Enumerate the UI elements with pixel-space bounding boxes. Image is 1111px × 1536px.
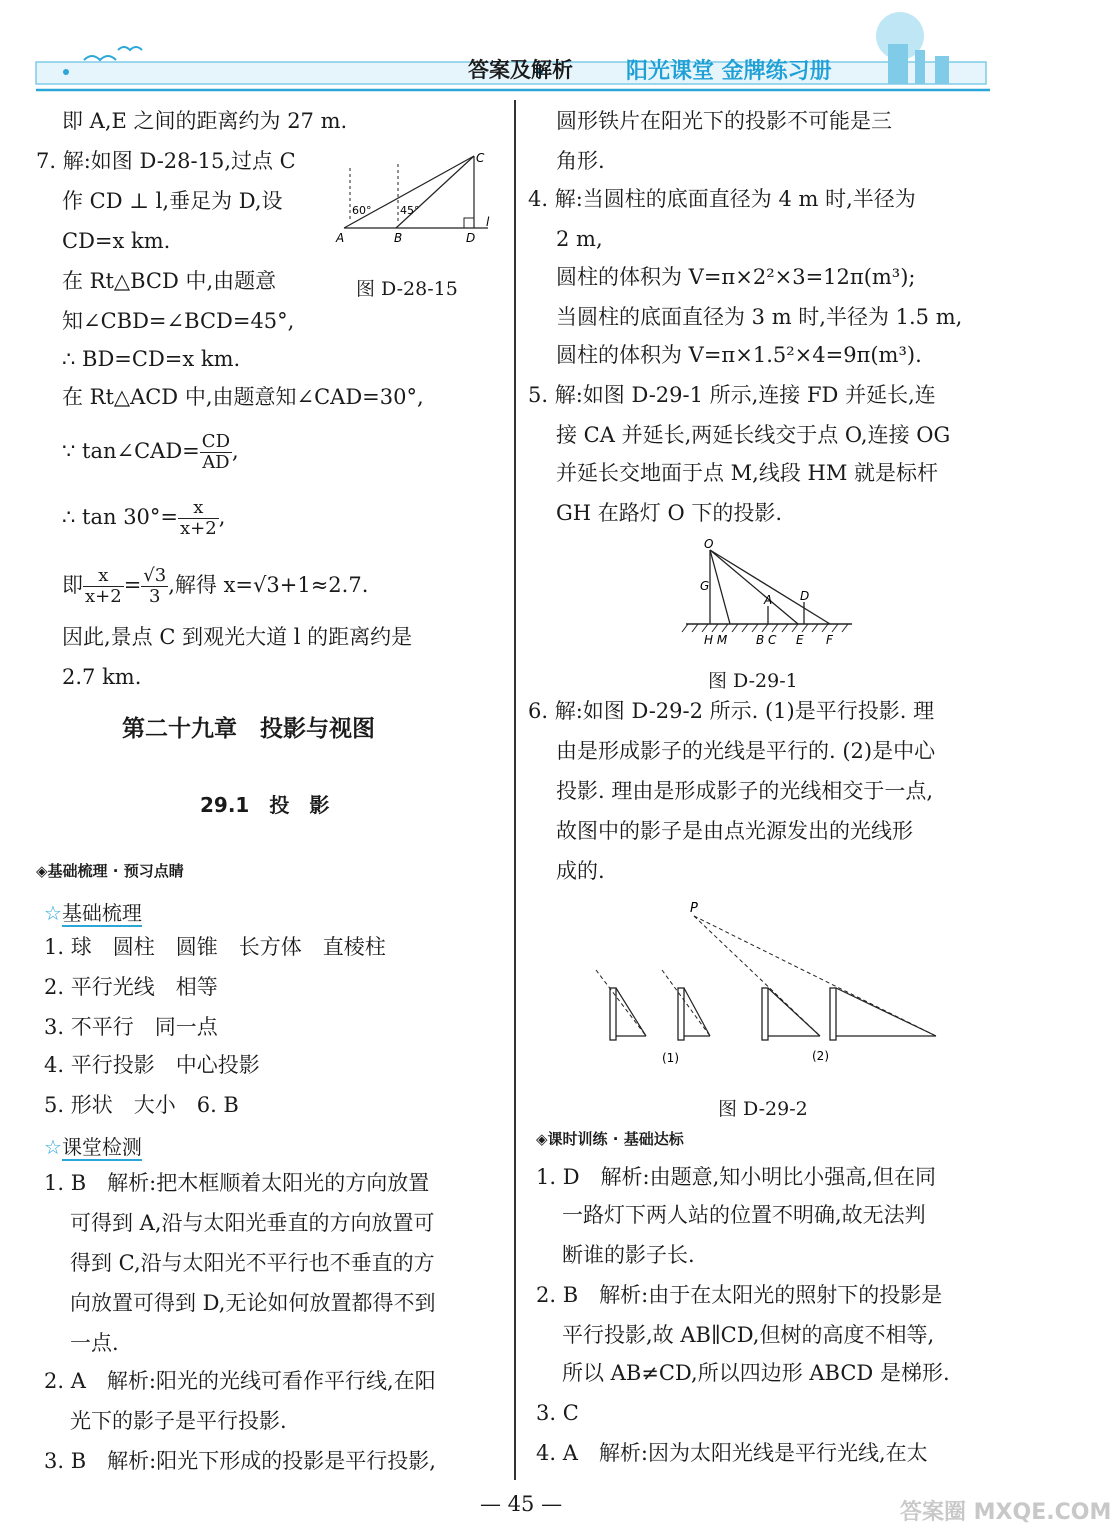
eq-prefix: ∵ tan∠CAD=: [62, 439, 200, 463]
q7-line: 作 CD ⊥ l,垂足为 D,设: [62, 189, 283, 213]
fraction: [200, 432, 232, 473]
page-number: — 45 —: [480, 1492, 563, 1516]
answer-line: 5. 形状 大小 6. B: [44, 1093, 239, 1117]
svg-text:l: l: [486, 215, 490, 229]
q7-line: CD=x km.: [62, 229, 171, 253]
eq-equals: =: [123, 573, 142, 597]
answer-line: 并延长交地面于点 M,线段 HM 就是标杆: [556, 461, 939, 485]
numerator: x: [178, 498, 219, 519]
diamond-icon: ◈: [36, 862, 48, 880]
svg-text:E: E: [796, 633, 804, 647]
subheading-label: 基础梳理: [61, 901, 142, 925]
figure-d-29-2: [586, 896, 946, 1076]
denominator: AD: [202, 452, 230, 473]
q7-line: 在 Rt△ACD 中,由题意知∠CAD=30°,: [62, 385, 424, 409]
answer-line: 当圆柱的底面直径为 3 m 时,半径为 1.5 m,: [556, 305, 963, 329]
answer-line: 1. B 解析:把木框顺着太阳光的方向放置: [44, 1171, 430, 1195]
eq-suffix: ,解得 x=√3+1≈2.7.: [168, 573, 369, 597]
figure-caption: 图 D-29-1: [708, 670, 798, 692]
subheading: [44, 1132, 142, 1162]
svg-text:F: F: [826, 633, 833, 647]
header-left-title: 答案及解析: [468, 58, 573, 82]
bird-icon: [84, 56, 116, 60]
fraction: [83, 566, 124, 607]
watermark: 答案圈 MXQE.COM: [900, 1500, 1111, 1525]
fraction: [178, 498, 219, 539]
denominator: x+2: [180, 518, 217, 539]
q7-line: 2.7 km.: [62, 665, 142, 689]
q7-equation-2: ∴ tan 30°= $\frac{x}{x+2}$ ,: [62, 497, 226, 539]
answer-line: 一路灯下两人站的位置不明确,故无法判: [562, 1203, 926, 1227]
q7-line: 在 Rt△BCD 中,由题意: [62, 269, 277, 293]
answer-line: 向放置可得到 D,无论如何放置都得不到: [70, 1291, 436, 1315]
answer-line: 4. 解:当圆柱的底面直径为 4 m 时,半径为: [528, 187, 916, 211]
svg-text:A: A: [764, 593, 773, 607]
svg-text:60°: 60°: [352, 204, 372, 217]
answer-line: 平行投影,故 AB∥CD,但树的高度不相等,: [562, 1323, 935, 1347]
tag-label: 课时训练 · 基础达标: [547, 1130, 684, 1148]
answer-line: 4. A 解析:因为太阳光线是平行光线,在太: [536, 1441, 928, 1465]
answer-line: 2. A 解析:阳光的光线可看作平行线,在阳: [44, 1369, 436, 1393]
answer-line: 一点.: [70, 1331, 119, 1355]
svg-text:D: D: [800, 589, 810, 603]
tag-label: 基础梳理 · 预习点睛: [47, 862, 184, 880]
answer-line: GH 在路灯 O 下的投影.: [556, 501, 783, 525]
eq-prefix: 即: [62, 573, 83, 597]
q7-line: 因此,景点 C 到观光大道 l 的距离约是: [62, 625, 413, 649]
section-title: 29.1 投 影: [200, 793, 330, 817]
diamond-icon: ◈: [536, 1130, 548, 1148]
figure-d-29-1: [680, 537, 860, 650]
q7-line: ∴ BD=CD=x km.: [62, 347, 241, 371]
q7-line: 7. 解:如图 D-28-15,过点 C: [36, 149, 296, 173]
answer-line: 2 m,: [556, 227, 603, 251]
answer-line: 得到 C,沿与太阳光不平行也不垂直的方: [70, 1251, 435, 1275]
answer-line: 5. 解:如图 D-29-1 所示,连接 FD 并延长,连: [528, 383, 936, 407]
answer-line: 可得到 A,沿与太阳光垂直的方向放置可: [70, 1211, 435, 1235]
figure-caption: 图 D-29-2: [718, 1098, 808, 1120]
answer-line: 故图中的影子是由点光源发出的光线形: [556, 819, 913, 843]
subheading: [44, 898, 142, 928]
column-divider: [514, 100, 516, 1480]
answer-line: 圆柱的体积为 V=π×2²×3=12π(m³);: [556, 265, 916, 289]
svg-text:B: B: [394, 231, 403, 245]
answer-line: 圆柱的体积为 V=π×1.5²×4=9π(m³).: [556, 343, 922, 367]
answer-line: 接 CA 并延长,两延长线交于点 O,连接 OG: [556, 423, 951, 447]
answer-line: 2. 平行光线 相等: [44, 975, 218, 999]
answer-line: 6. 解:如图 D-29-2 所示. (1)是平行投影. 理: [528, 699, 935, 723]
svg-text:G: G: [700, 579, 710, 593]
q7-equation-1: ∵ tan∠CAD= $\frac{CD}{AD}$ ,: [62, 431, 239, 473]
numerator: √3: [143, 565, 167, 586]
page-header: [0, 0, 1076, 100]
q7-equation-3: [62, 566, 368, 607]
chapter-title: 第二十九章 投影与视图: [122, 716, 375, 742]
denominator: 3: [149, 586, 161, 607]
header-decoration: [0, 0, 1076, 100]
answer-line: 3. B 解析:阳光下形成的投影是平行投影,: [44, 1449, 436, 1473]
section-tag: [36, 856, 184, 886]
svg-text:C: C: [476, 151, 485, 165]
denominator: x+2: [85, 586, 122, 607]
figure-caption: 图 D-28-15: [356, 278, 458, 300]
header-brand: 阳光课堂 金牌练习册: [626, 59, 832, 84]
svg-text:D: D: [466, 231, 476, 245]
eq-prefix: ∴ tan 30°=: [62, 505, 179, 529]
star-icon: ☆: [44, 1135, 62, 1159]
answer-line: 1. 球 圆柱 圆锥 长方体 直棱柱: [44, 935, 386, 959]
answer-line: 所以 AB≠CD,所以四边形 ABCD 是梯形.: [562, 1361, 950, 1385]
section-tag: [536, 1124, 684, 1154]
answer-line: 1. D 解析:由题意,知小明比小强高,但在同: [536, 1165, 936, 1189]
answer-line: 2. B 解析:由于在太阳光的照射下的投影是: [536, 1283, 943, 1307]
text-line: 即 A,E 之间的距离约为 27 m.: [62, 109, 348, 133]
answer-line: 圆形铁片在阳光下的投影不可能是三: [556, 109, 892, 133]
star-icon: ☆: [44, 901, 62, 925]
answer-line: 3. C: [536, 1401, 579, 1425]
numerator: x: [83, 566, 124, 587]
svg-text:H M: H M: [704, 633, 728, 647]
figure-label: (2): [812, 1049, 829, 1063]
answer-line: 3. 不平行 同一点: [44, 1015, 218, 1039]
svg-text:A: A: [336, 231, 345, 245]
figure-d-28-15: [336, 148, 496, 248]
svg-text:45°: 45°: [400, 204, 420, 217]
subheading-label: 课堂检测: [61, 1135, 142, 1159]
q7-line: 知∠CBD=∠BCD=45°,: [62, 309, 295, 333]
svg-text:O: O: [704, 537, 714, 551]
answer-line: 角形.: [556, 149, 605, 173]
figure-label: (1): [662, 1051, 679, 1065]
answer-line: 由是形成影子的光线是平行的. (2)是中心: [556, 739, 936, 763]
answer-line: 4. 平行投影 中心投影: [44, 1053, 260, 1077]
fraction: [141, 566, 168, 607]
answer-line: 光下的影子是平行投影.: [70, 1409, 287, 1433]
answer-line: 成的.: [556, 859, 605, 883]
answer-line: 断谁的影子长.: [562, 1243, 695, 1267]
svg-text:P: P: [690, 901, 698, 916]
svg-text:B C: B C: [756, 633, 777, 647]
numerator: CD: [201, 431, 231, 452]
answer-line: 投影. 理由是形成影子的光线相交于一点,: [556, 779, 934, 803]
